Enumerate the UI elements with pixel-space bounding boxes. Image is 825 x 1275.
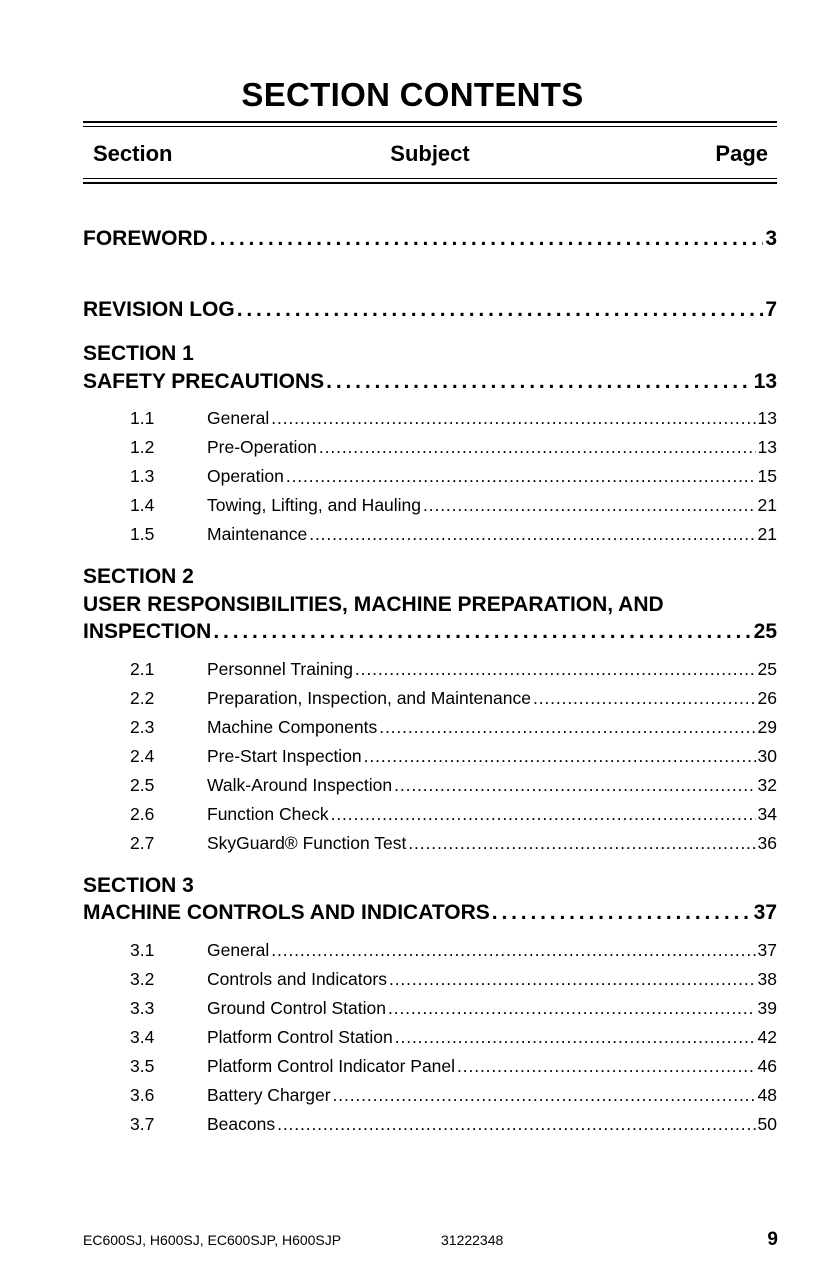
footer-models: EC600SJ, H600SJ, EC600SJP, H600SJP bbox=[83, 1232, 342, 1248]
subentry-number: 2.3 bbox=[130, 717, 155, 737]
toc-entry-page: 13 bbox=[753, 370, 777, 393]
subentry-title: Walk-Around Inspection bbox=[207, 775, 393, 795]
subentry-title: Preparation, Inspection, and Maintenance bbox=[207, 688, 531, 708]
subentry-page: 29 bbox=[757, 717, 777, 737]
toc-entry-label: FOREWORD bbox=[83, 227, 208, 250]
subentry-title: SkyGuard® Function Test bbox=[207, 833, 407, 853]
subentry-number: 1.1 bbox=[130, 408, 155, 428]
leader-dots bbox=[319, 437, 756, 458]
subentry-number: 3.6 bbox=[130, 1085, 155, 1105]
subentry-title: Towing, Lifting, and Hauling bbox=[207, 495, 422, 515]
subentry-page: 26 bbox=[757, 688, 777, 708]
subentry-number: 1.3 bbox=[130, 466, 155, 486]
footer-doc-number: 31222348 bbox=[441, 1232, 504, 1248]
subentry-page: 39 bbox=[757, 998, 777, 1018]
leader-dots bbox=[364, 746, 756, 767]
leader-dots bbox=[309, 524, 755, 545]
leader-dots bbox=[326, 370, 751, 394]
header-rule-top bbox=[83, 121, 777, 123]
toc-entry-foreword[interactable] bbox=[83, 227, 777, 251]
leader-dots bbox=[394, 775, 755, 796]
leader-dots bbox=[408, 833, 755, 854]
header-rule-bottom bbox=[83, 182, 777, 184]
section-1-heading: SECTION 1 bbox=[83, 342, 194, 365]
leader-dots bbox=[237, 298, 764, 322]
subentry-number: 3.7 bbox=[130, 1114, 155, 1134]
toc-entry-label: INSPECTION bbox=[83, 620, 212, 643]
column-header-subject: Subject bbox=[390, 141, 470, 166]
subentry-title: Platform Control Station bbox=[207, 1027, 393, 1047]
leader-dots bbox=[331, 804, 756, 825]
leader-dots bbox=[333, 1085, 756, 1106]
page-title: SECTION CONTENTS bbox=[241, 76, 584, 113]
subentry-page: 32 bbox=[757, 775, 777, 795]
toc-entry-page: 37 bbox=[753, 901, 777, 924]
subentry-number: 3.2 bbox=[130, 969, 155, 989]
toc-entry-label: SAFETY PRECAUTIONS bbox=[83, 370, 325, 393]
toc-entry-page: 7 bbox=[765, 298, 777, 321]
subentry-number: 3.3 bbox=[130, 998, 155, 1018]
column-header-section: Section bbox=[93, 141, 173, 166]
subentry-title: Personnel Training bbox=[207, 659, 353, 679]
leader-dots bbox=[388, 998, 756, 1019]
leader-dots bbox=[210, 227, 763, 251]
subentry-title: Function Check bbox=[207, 804, 329, 824]
subentry-number: 2.4 bbox=[130, 746, 155, 766]
subentry-page: 37 bbox=[757, 940, 777, 960]
subentry-page: 21 bbox=[757, 495, 777, 515]
subentry-title: Pre-Start Inspection bbox=[207, 746, 362, 766]
subentry-title: Controls and Indicators bbox=[207, 969, 387, 989]
subentry-number: 2.1 bbox=[130, 659, 155, 679]
subentry-page: 46 bbox=[757, 1056, 777, 1076]
subentry-number: 1.5 bbox=[130, 524, 155, 544]
subentry-page: 36 bbox=[757, 833, 777, 853]
toc-entry-revision-log[interactable] bbox=[83, 298, 777, 322]
subentry-page: 38 bbox=[757, 969, 777, 989]
column-header-page: Page bbox=[715, 141, 768, 166]
leader-dots bbox=[457, 1056, 755, 1077]
header-rule-bottom-thin bbox=[83, 178, 777, 179]
subentry-number: 3.4 bbox=[130, 1027, 155, 1047]
subentry-title: General bbox=[207, 940, 270, 960]
leader-dots bbox=[423, 495, 756, 516]
subentry-number: 1.2 bbox=[130, 437, 155, 457]
subentry-number: 1.4 bbox=[130, 495, 155, 515]
subentry-number: 2.6 bbox=[130, 804, 155, 824]
leader-dots bbox=[213, 620, 751, 644]
subentry-page: 50 bbox=[757, 1114, 777, 1134]
toc-entry-label: REVISION LOG bbox=[83, 298, 235, 321]
subentry-number: 2.2 bbox=[130, 688, 155, 708]
subentry-title: Operation bbox=[207, 466, 284, 486]
leader-dots bbox=[379, 717, 755, 738]
section-2-title-line-1: USER RESPONSIBILITIES, MACHINE PREPARATION, AND bbox=[83, 593, 664, 616]
leader-dots bbox=[389, 969, 756, 990]
subentry-page: 42 bbox=[757, 1027, 777, 1047]
subentry-number: 2.7 bbox=[130, 833, 155, 853]
subentry-page: 13 bbox=[757, 408, 777, 428]
section-2-heading: SECTION 2 bbox=[83, 565, 194, 588]
subentry-title: Platform Control Indicator Panel bbox=[207, 1056, 456, 1076]
toc-entry-section-3[interactable] bbox=[83, 901, 777, 925]
leader-dots bbox=[492, 901, 752, 925]
leader-dots bbox=[277, 1114, 755, 1135]
subentry-page: 21 bbox=[757, 524, 777, 544]
toc-entry-section-2[interactable] bbox=[83, 620, 777, 644]
subentry-number: 3.5 bbox=[130, 1056, 155, 1076]
toc-entry-label: MACHINE CONTROLS AND INDICATORS bbox=[83, 901, 490, 924]
leader-dots bbox=[355, 659, 756, 680]
subentry-page: 15 bbox=[757, 466, 777, 486]
leader-dots bbox=[533, 688, 756, 709]
subentry-page: 34 bbox=[757, 804, 777, 824]
toc-entry-page: 3 bbox=[765, 227, 777, 250]
subentry-title: Beacons bbox=[207, 1114, 276, 1134]
subentry-title: Battery Charger bbox=[207, 1085, 331, 1105]
subentry-page: 48 bbox=[757, 1085, 777, 1105]
toc-entry-page: 25 bbox=[753, 620, 777, 643]
subentry-number: 3.1 bbox=[130, 940, 155, 960]
leader-dots bbox=[395, 1027, 756, 1048]
subentry-page: 13 bbox=[757, 437, 777, 457]
header-rule-top-thin bbox=[83, 126, 777, 127]
section-3-heading: SECTION 3 bbox=[83, 874, 194, 897]
subentry-number: 2.5 bbox=[130, 775, 155, 795]
subentry-title: Pre-Operation bbox=[207, 437, 317, 457]
leader-dots bbox=[286, 466, 756, 487]
subentry-title: General bbox=[207, 408, 270, 428]
leader-dots bbox=[271, 940, 755, 961]
toc-entry-section-1[interactable] bbox=[83, 370, 777, 394]
leader-dots bbox=[271, 408, 755, 429]
subentry-title: Maintenance bbox=[207, 524, 308, 544]
subentry-title: Ground Control Station bbox=[207, 998, 386, 1018]
subentry-page: 25 bbox=[757, 659, 777, 679]
subentry-title: Machine Components bbox=[207, 717, 378, 737]
subentry-page: 30 bbox=[757, 746, 777, 766]
footer-page-number: 9 bbox=[767, 1229, 778, 1250]
